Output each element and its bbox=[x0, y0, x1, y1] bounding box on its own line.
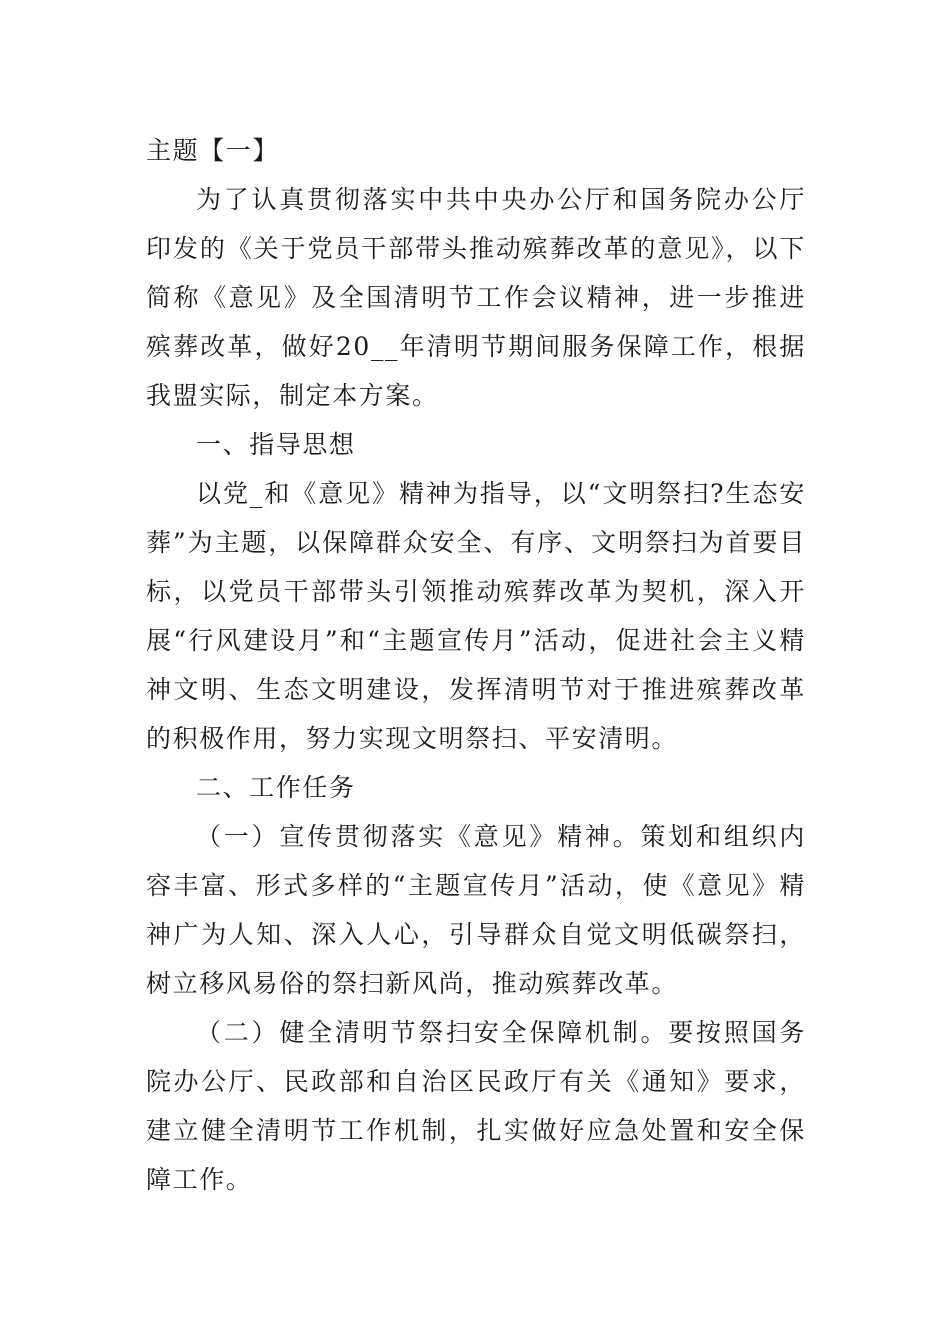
guiding-ideology-paragraph: 以党_和《意见》精神为指导，以“文明祭扫?生态安葬”为主题，以保障群众安全、有序、文明祭扫为首要目标，以党员干部带头引领推动殡葬改革为契机，深入开展“行风建设月”和“主题宣传月”活动，促进社会主义精神文明、生态文明建设，发挥清明节对于推进殡葬改革的积极作用，努力实现文明祭扫、平安清明。 bbox=[146, 479, 806, 753]
section-heading-guiding-ideology: 一、指导思想 bbox=[196, 430, 356, 459]
document-page bbox=[146, 126, 806, 1204]
document-title: 主题【一】 bbox=[146, 136, 280, 165]
section-heading-work-tasks: 二、工作任务 bbox=[196, 773, 356, 802]
task-two-paragraph: （二）健全清明节祭扫安全保障机制。要按照国务院办公厅、民政部和自治区民政厅有关《通知》要求，建立健全清明节工作机制，扎实做好应急处置和安全保障工作。 bbox=[146, 1018, 806, 1194]
intro-paragraph: 为了认真贯彻落实中共中央办公厅和国务院办公厅印发的《关于党员干部带头推动殡葬改革的意见》，以下简称《意见》及全国清明节工作会议精神，进一步推进殡葬改革，做好20__年清明节期间服务保障工作，根据我盟实际，制定本方案。 bbox=[146, 185, 806, 410]
task-one-paragraph: （一）宣传贯彻落实《意见》精神。策划和组织内容丰富、形式多样的“主题宣传月”活动，使《意见》精神广为人知、深入人心，引导群众自觉文明低碳祭扫，树立移风易俗的祭扫新风尚，推动殡葬改革。 bbox=[146, 822, 806, 998]
